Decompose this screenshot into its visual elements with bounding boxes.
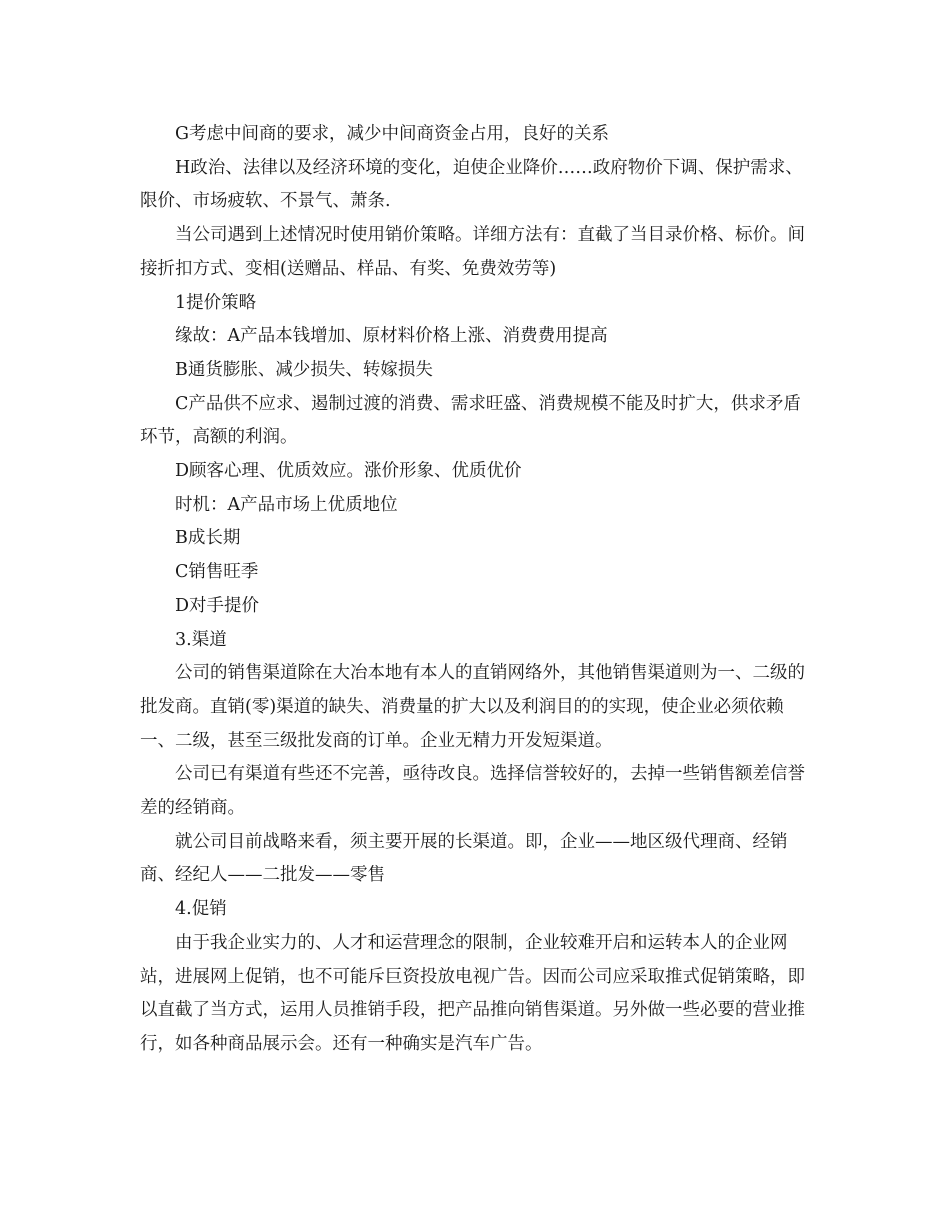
paragraph-timing-c: C销售旺季 xyxy=(175,562,259,583)
paragraph-reason-d: D顾客心理、优质效应。涨价形象、优质优价 xyxy=(175,461,522,482)
paragraph-reason-b: B通货膨胀、减少损失、转嫁损失 xyxy=(175,359,433,380)
paragraph-reason-c: C产品供不应求、遏制过渡的消费、需求旺盛、消费规模不能及时扩大，供求矛盾环节，高额的利润。 xyxy=(140,393,801,448)
heading-promotion: 4.促销 xyxy=(175,899,227,920)
paragraph-channels-improvement: 公司已有渠道有些还不完善，亟待改良。选择信誉较好的，去掉一些销售额差信誉差的经销商。 xyxy=(140,764,805,819)
heading-channels: 3.渠道 xyxy=(175,629,227,650)
paragraph-timing-a: 时机：A产品市场上优质地位 xyxy=(175,494,398,515)
document-body xyxy=(140,118,812,1062)
paragraph-promotion-strategy: 由于我企业实力的、人才和运营理念的限制，企业较难开启和运转本人的企业网站，进展网上促销，也不可能斥巨资投放电视广告。因而公司应采取推式促销策略，即以直截了当方式，运用人员推销手段，把产品推向销售渠道。另外做一些必要的营业推行，如各种商品展示会。还有一种确实是汽车广告。 xyxy=(140,932,805,1054)
paragraph-long-channel-strategy: 就公司目前战略来看，须主要开展的长渠道。即，企业——地区级代理商、经销商、经纪人——二批发——零售 xyxy=(140,831,788,886)
paragraph-timing-b: B成长期 xyxy=(175,528,241,549)
paragraph-price-reduction-methods: 当公司遇到上述情况时使用销价策略。详细方法有：直截了当目录价格、标价。间接折扣方式、变相(送赠品、样品、有奖、免费效劳等) xyxy=(140,225,805,279)
paragraph-channels-overview: 公司的销售渠道除在大冶本地有本人的直销网络外，其他销售渠道则为一、二级的批发商。直销(零)渠道的缺失、消费量的扩大以及利润目的的实现，使企业必须依赖一、二级，甚至三级批发商的订单。企业无精力开发短渠道。 xyxy=(140,663,805,751)
paragraph-intermediary-requirements: G考虑中间商的要求，减少中间商资金占用，良好的关系 xyxy=(175,124,609,144)
heading-price-increase-strategy: 1提价策略 xyxy=(175,292,257,313)
paragraph-policy-environment: H政治、法律以及经济环境的变化，迫使企业降价……政府物价下调、保护需求、限价、市场疲软、不景气、萧条. xyxy=(140,157,803,212)
paragraph-reason-a: 缘故：A产品本钱增加、原材料价格上涨、消费费用提高 xyxy=(175,326,608,347)
paragraph-timing-d: D对手提价 xyxy=(175,595,260,616)
